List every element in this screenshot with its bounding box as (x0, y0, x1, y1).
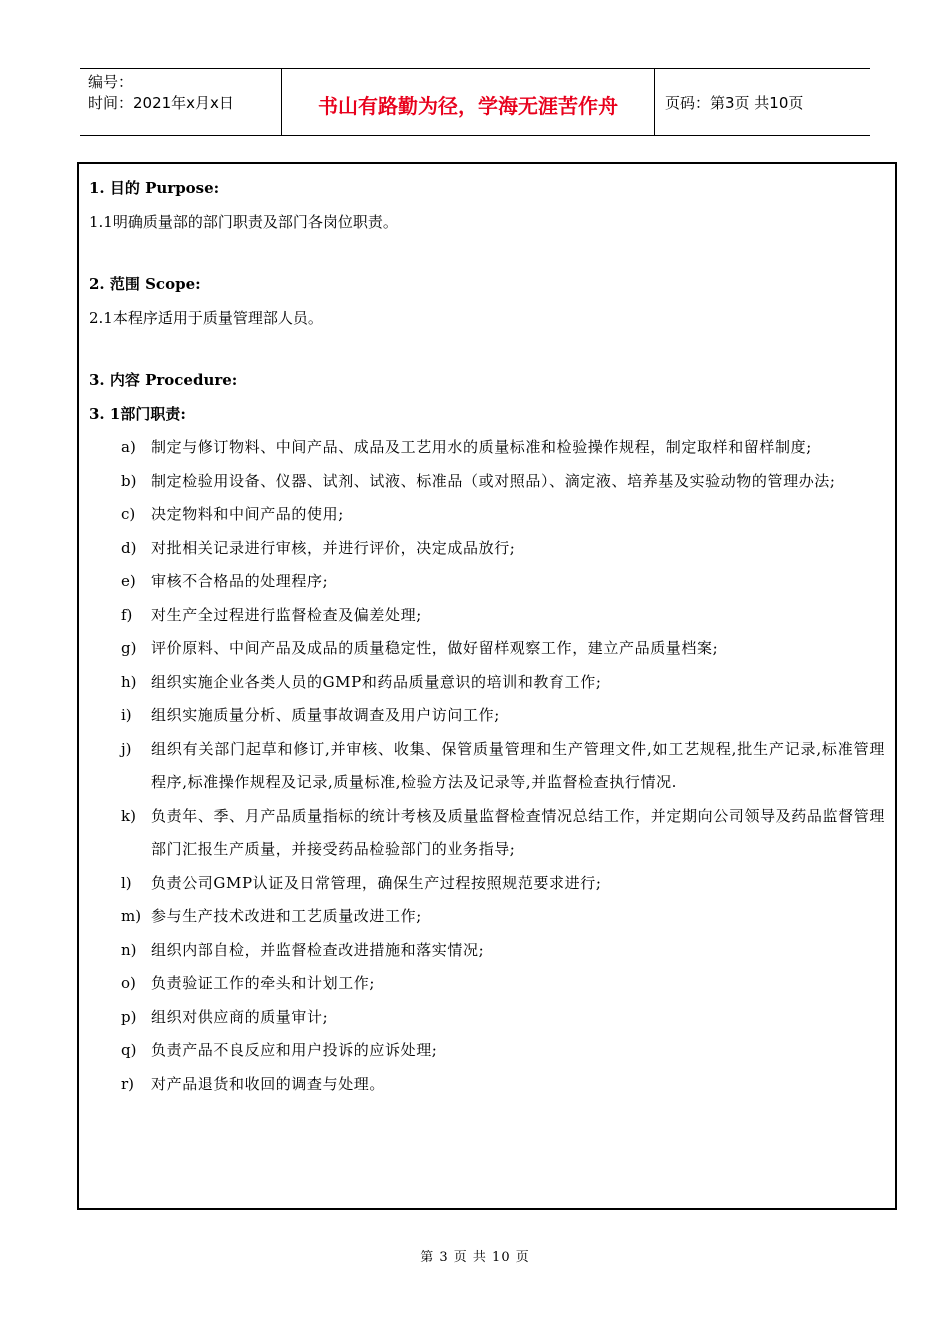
list-item (89, 800, 885, 867)
section-gap (89, 239, 885, 268)
list-item (89, 699, 885, 733)
list-item-text: 组织内部自检，并监督检查改进措施和落实情况; (151, 940, 485, 959)
list-item (89, 967, 885, 1001)
list-item-text: 决定物料和中间产品的使用; (151, 505, 344, 523)
list-item-label: j) (121, 739, 132, 758)
list-item (89, 1034, 885, 1068)
list-item-label: i) (121, 706, 132, 724)
list-item (89, 733, 885, 800)
list-item (89, 599, 885, 633)
list-item (89, 867, 885, 901)
document-time-label: 时间：2021年x月x日 (88, 94, 234, 112)
list-item-text: 审核不合格品的处理程序; (151, 572, 329, 590)
section-3-1-title: 3. 1部门职责: (89, 404, 186, 423)
list-item-text: 评价原料、中间产品及成品的质量稳定性，做好留样观察工作，建立产品质量档案; (151, 639, 719, 657)
list-item-text: 组织有关部门起草和修订,并审核、收集、保管质量管理和生产管理文件,如工艺规程,批生产记录,标准管理程序,标准操作规程及记录,质量标准,检验方法及记录等,并监督检查执行情况. (151, 739, 885, 791)
list-item (89, 900, 885, 934)
list-item-label: o) (121, 974, 136, 992)
list-item-label: e) (121, 572, 136, 590)
section-2-title: 2. 范围 Scope: (89, 275, 201, 293)
list-item-text: 对批相关记录进行审核，并进行评价，决定成品放行; (151, 538, 516, 557)
list-item (89, 1001, 885, 1035)
list-item (89, 431, 885, 465)
list-item-label: q) (121, 1041, 137, 1059)
list-item-text: 组织实施质量分析、质量事故调查及用户访问工作; (151, 706, 500, 724)
section-1-1-text: 1.1明确质量部的部门职责及部门各岗位职责。 (89, 212, 398, 231)
list-item-text: 负责公司GMP认证及日常管理，确保生产过程按照规范要求进行; (151, 873, 602, 892)
list-item-text: 对生产全过程进行监督检查及偏差处理; (151, 605, 422, 624)
document-number-label: 编号： (88, 73, 134, 91)
list-item-label: g) (121, 639, 137, 657)
list-item-text: 制定与修订物料、中间产品、成品及工艺用水的质量标准和检验操作规程，制定取样和留样制度; (151, 438, 812, 456)
list-item-label: m) (121, 907, 142, 925)
list-item-text: 负责验证工作的牵头和计划工作; (151, 974, 376, 992)
list-item-text: 对产品退货和收回的调查与处理。 (151, 1074, 386, 1093)
list-item-text: 制定检验用设备、仪器、试剂、试液、标准品（或对照品）、滴定液、培养基及实验动物的管理办法; (151, 471, 836, 490)
list-item-label: r) (121, 1074, 135, 1093)
section-2-1-text: 2.1本程序适用于质量管理部人员。 (89, 308, 323, 327)
page-header (80, 68, 870, 136)
list-item-text: 组织实施企业各类人员的GMP和药品质量意识的培训和教育工作; (151, 672, 602, 691)
page-footer: 第 3 页 共 10 页 (420, 1250, 530, 1265)
header-page-number: 页码：第3页 共10页 (665, 93, 804, 112)
list-item-label: a) (121, 438, 136, 456)
section-3-title: 3. 内容 Procedure: (89, 371, 238, 389)
responsibility-list (89, 431, 885, 1101)
section-1-title: 1. 目的 Purpose: (89, 179, 220, 197)
list-item (89, 465, 885, 499)
list-item (89, 632, 885, 666)
list-item-text: 参与生产技术改进和工艺质量改进工作; (151, 907, 422, 925)
list-item-text: 负责产品不良反应和用户投诉的应诉处理; (151, 1041, 438, 1059)
list-item-label: d) (121, 538, 137, 557)
header-info-cell (80, 69, 282, 135)
list-item-label: c) (121, 505, 136, 523)
list-item (89, 934, 885, 968)
list-item (89, 532, 885, 566)
list-item-label: f) (121, 605, 133, 624)
list-item-label: b) (121, 471, 137, 490)
list-item-label: h) (121, 672, 137, 691)
list-item-label: k) (121, 806, 136, 825)
list-item-label: l) (121, 873, 132, 892)
header-motto: 书山有路勤为径，学海无涯苦作舟 (282, 69, 655, 135)
list-item (89, 498, 885, 532)
list-item-label: p) (121, 1007, 137, 1026)
list-item-text: 组织对供应商的质量审计; (151, 1007, 329, 1026)
list-item (89, 565, 885, 599)
section-gap (89, 335, 885, 364)
list-item-label: n) (121, 940, 137, 959)
content-frame (77, 162, 897, 1210)
list-item (89, 1068, 885, 1102)
list-item-text: 负责年、季、月产品质量指标的统计考核及质量监督检查情况总结工作，并定期向公司领导及药品监督管理部门汇报生产质量，并接受药品检验部门的业务指导; (151, 806, 885, 858)
list-item (89, 666, 885, 700)
